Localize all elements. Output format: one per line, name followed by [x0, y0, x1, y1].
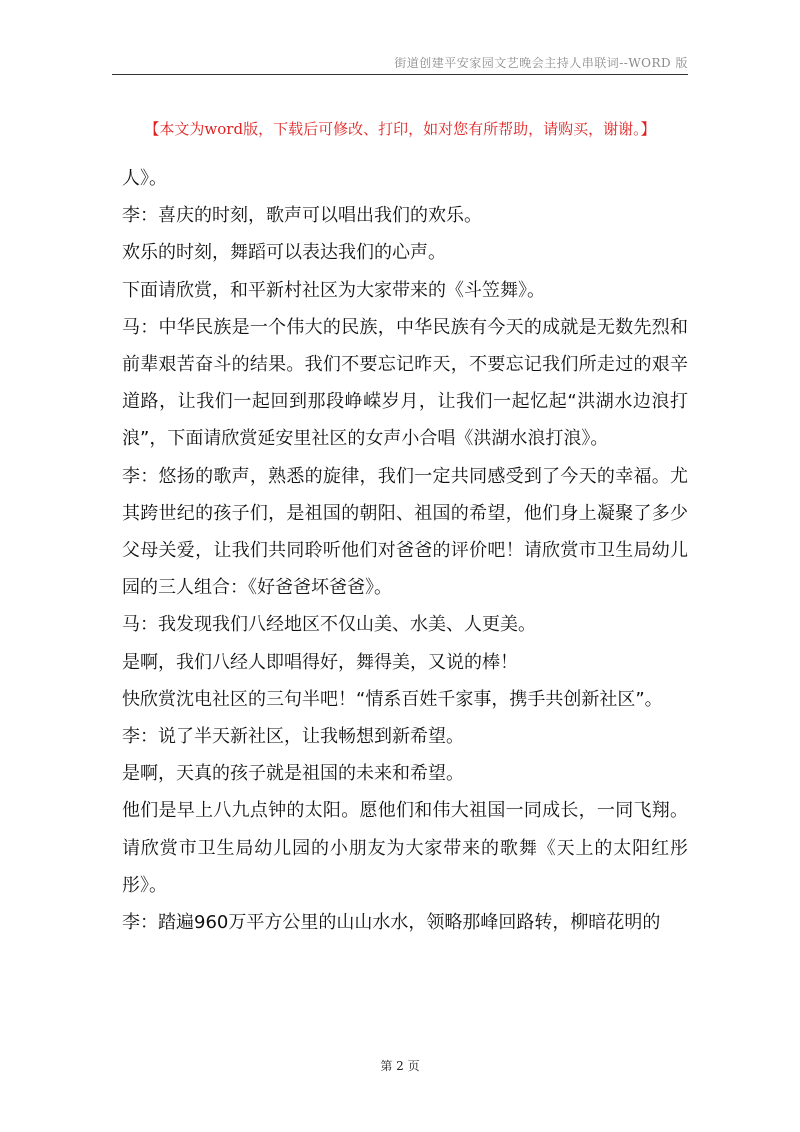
paragraph: 是啊，我们八经人即唱得好，舞得美，又说的棒！ — [122, 651, 518, 673]
purchase-notice: 【本文为word版，下载后可修改、打印，如对您有所帮助，请购买，谢谢。】 — [144, 120, 656, 138]
paragraph: 马：我发现我们八经地区不仅山美、水美、人更美。 — [122, 614, 536, 636]
header-divider — [112, 74, 688, 75]
paragraph: 下面请欣赏，和平新村社区为大家带来的《斗笠舞》。 — [122, 279, 545, 301]
paragraph: 是啊，天真的孩子就是祖国的未来和希望。 — [122, 763, 464, 785]
document-body — [122, 160, 688, 941]
paragraph: 快欣赏沈电社区的三句半吧！“情系百姓千家事，携手共创新社区”。 — [122, 688, 663, 710]
page-number: 第 2 页 — [380, 1059, 420, 1073]
paragraph: 欢乐的时刻，舞蹈可以表达我们的心声。 — [122, 242, 446, 264]
paragraph: 李：喜庆的时刻，歌声可以唱出我们的欢乐。 — [122, 205, 482, 227]
page-header-title: 街道创建平安家园文艺晚会主持人串联词--WORD 版 — [394, 56, 688, 70]
paragraph: 马：中华民族是一个伟大的民族，中华民族有今天的成就是无数先烈和前辈艰苦奋斗的结果。我们不要忘记昨天，不要忘记我们所走过的艰辛道路，让我们一起回到那段峥嵘岁月，让我们一起忆起“洪湖水边浪打浪”，下面请欣赏延安里社区的女声小合唱《洪湖水浪打浪》。 — [122, 316, 688, 450]
paragraph: 李：踏遍960万平方公里的山山水水，领略那峰回路转，柳暗花明的 — [122, 912, 661, 934]
paragraph: 李：说了半天新社区，让我畅想到新希望。 — [122, 726, 464, 748]
paragraph: 他们是早上八九点钟的太阳。愿他们和伟大祖国一同成长，一同飞翔。请欣赏市卫生局幼儿园的小朋友为大家带来的歌舞《天上的太阳红彤彤》。 — [122, 800, 688, 896]
paragraph: 人》。 — [122, 168, 167, 189]
paragraph: 李：悠扬的歌声，熟悉的旋律，我们一定共同感受到了今天的幸福。尤其跨世纪的孩子们，是祖国的朝阳、祖国的希望，他们身上凝聚了多少父母关爱，让我们共同聆听他们对爸爸的评价吧！请欣赏市卫生局幼儿园的三人组合：《好爸爸坏爸爸》。 — [122, 465, 688, 599]
